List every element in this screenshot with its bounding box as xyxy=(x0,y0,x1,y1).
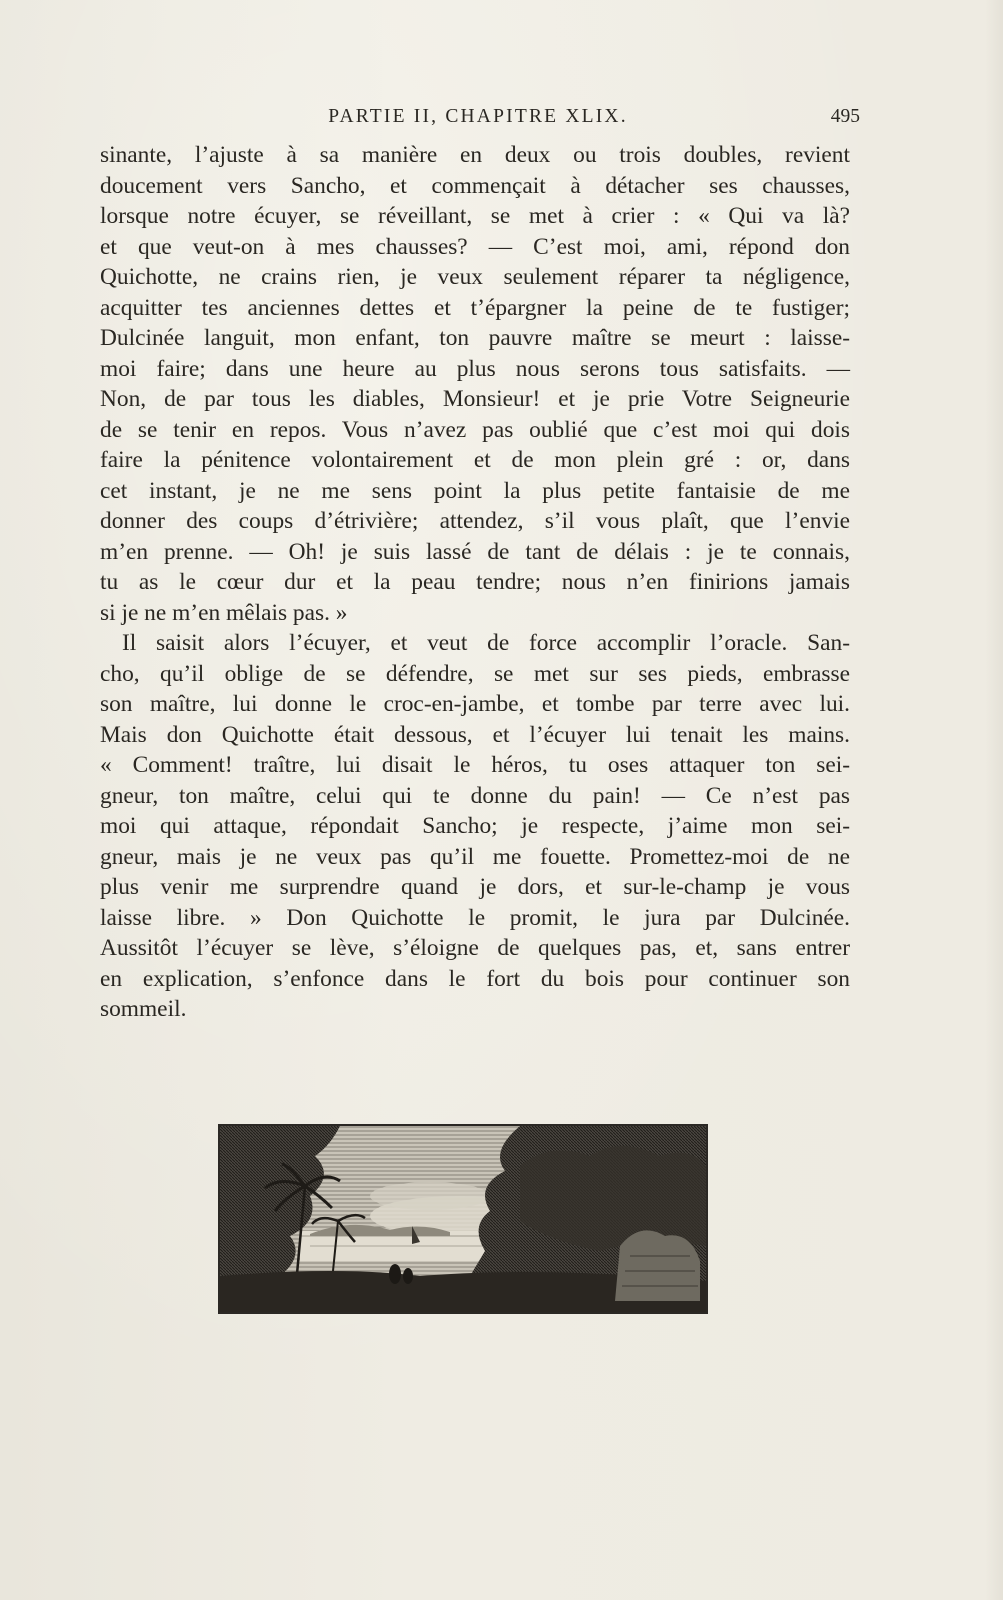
text-line: Mais don Quichotte était dessous, et l’écuyer lui tenait les mains. xyxy=(100,721,850,748)
text-line: si je ne m’en mêlais pas. » xyxy=(100,599,348,626)
text-line: lorsque notre écuyer, se réveillant, se met à crier : « Qui va là? xyxy=(100,203,850,229)
text-line: Aussitôt l’écuyer se lève, s’éloigne de quelques pas, et, sans entrer xyxy=(100,935,850,961)
text-line: « Comment! traître, lui disait le héros, tu oses attaquer ton sei- xyxy=(100,752,850,778)
text-line: son maître, lui donne le croc-en-jambe, et tombe par terre avec lui. xyxy=(100,691,850,717)
body-text xyxy=(100,140,850,1025)
text-line: cho, qu’il oblige de se défendre, se met sur ses pieds, embrasse xyxy=(100,660,850,687)
text-line: sommeil. xyxy=(100,996,187,1022)
text-line: gneur, ton maître, celui qui te donne du pain! — Ce n’est pas xyxy=(100,782,850,809)
text-line-paragraph-start: Il saisit alors l’écuyer, et veut de force accomplir l’oracle. San- xyxy=(122,630,850,656)
text-line: gneur, mais je ne veux pas qu’il me fouette. Promettez-moi de ne xyxy=(100,843,850,870)
text-line: faire la pénitence volontairement et de mon plein gré : or, dans xyxy=(100,447,850,473)
text-line: laisse libre. » Don Quichotte le promit, le jura par Dulcinée. xyxy=(100,904,850,931)
text-line: plus venir me surprendre quand je dors, et sur-le-champ je vous xyxy=(100,874,850,900)
landscape-engraving xyxy=(218,1124,708,1314)
text-line: donner des coups d’étrivière; attendez, s’il vous plaît, que l’envie xyxy=(100,508,850,534)
page-number: 495 xyxy=(830,106,860,127)
running-title: PARTIE II, CHAPITRE XLIX. xyxy=(328,106,628,127)
text-line: sinante, l’ajuste à sa manière en deux ou trois doubles, revient xyxy=(100,142,850,168)
text-line: Quichotte, ne crains rien, je veux seulement réparer ta négligence, xyxy=(100,264,850,290)
text-line: et que veut-on à mes chausses? — C’est moi, ami, répond don xyxy=(100,233,850,260)
text-line: acquitter tes anciennes dettes et t’épargner la peine de te fustiger; xyxy=(100,294,850,321)
engraving-image xyxy=(220,1126,706,1312)
text-line: en explication, s’enfonce dans le fort du bois pour continuer son xyxy=(100,965,850,992)
text-line: m’en prenne. — Oh! je suis lassé de tant de délais : je te connais, xyxy=(100,538,850,565)
text-line: Non, de par tous les diables, Monsieur! et je prie Votre Seigneurie xyxy=(100,386,850,412)
text-line: cet instant, je ne me sens point la plus petite fantaisie de me xyxy=(100,477,850,504)
page-edge-shadow xyxy=(985,0,1003,1600)
text-line: doucement vers Sancho, et commençait à détacher ses chausses, xyxy=(100,172,850,199)
text-line: de se tenir en repos. Vous n’avez pas oublié que c’est moi qui dois xyxy=(100,416,850,443)
text-line: tu as le cœur dur et la peau tendre; nous n’en finirions jamais xyxy=(100,569,850,595)
running-head xyxy=(100,106,860,130)
text-line: moi qui attaque, répondait Sancho; je respecte, j’aime mon sei- xyxy=(100,813,850,839)
text-line: moi faire; dans une heure au plus nous serons tous satisfaits. — xyxy=(100,355,850,382)
text-line: Dulcinée languit, mon enfant, ton pauvre maître se meurt : laisse- xyxy=(100,325,850,351)
